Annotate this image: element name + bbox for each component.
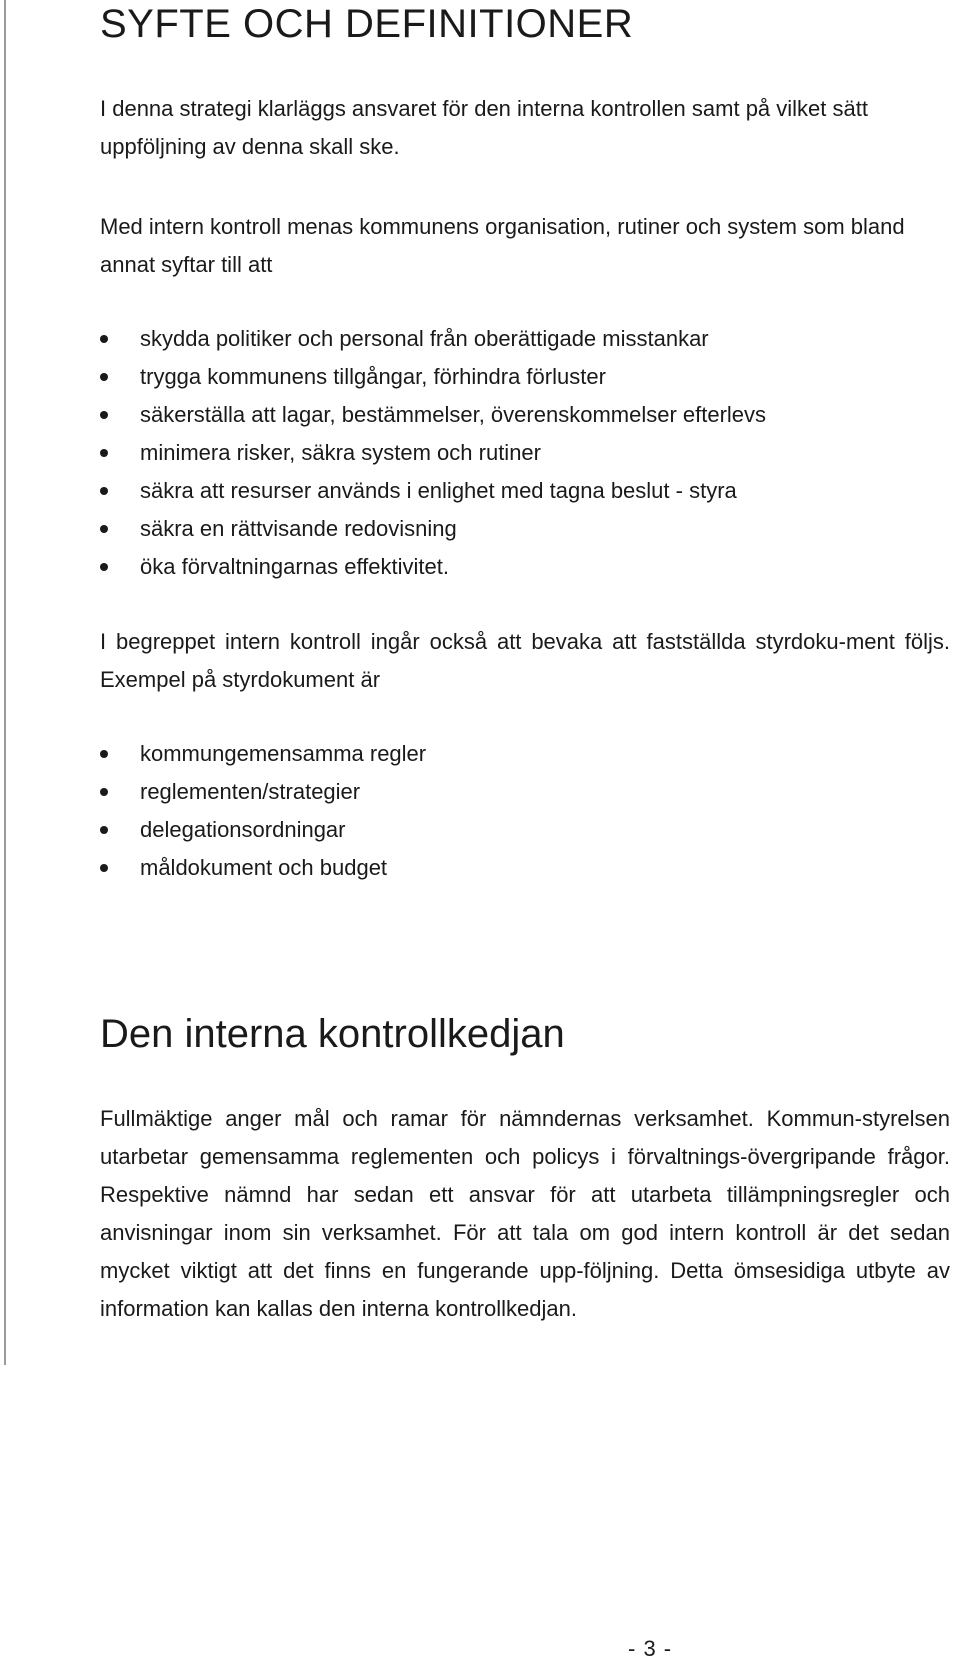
list-item-text: delegationsordningar bbox=[140, 817, 346, 842]
list-item-text: säkra en rättvisande redovisning bbox=[140, 516, 457, 541]
list-item bbox=[100, 811, 426, 849]
paragraph-definition: Med intern kontroll menas kommunens organisation, rutiner och system som bland annat syftar till att bbox=[100, 214, 905, 277]
list-item bbox=[100, 472, 766, 510]
list-item-text: reglementen/strategier bbox=[140, 779, 361, 804]
list-item-text: trygga kommunens tillgångar, förhindra förluster bbox=[140, 364, 606, 389]
list-item bbox=[100, 396, 766, 434]
bullet-icon bbox=[100, 525, 108, 533]
section-heading-syfte: SYFTE OCH DEFINITIONER bbox=[100, 2, 634, 46]
list-item bbox=[100, 735, 426, 773]
paragraph-governing-documents: I begreppet intern kontroll ingår också att bevaka att fastställda styrdoku-ment följs. Exempel på styrdokument är bbox=[100, 629, 950, 692]
list-item bbox=[100, 548, 766, 586]
bullet-icon bbox=[100, 788, 108, 796]
bullet-list-documents bbox=[100, 735, 426, 887]
list-item-text: öka förvaltningarnas effektivitet. bbox=[140, 554, 449, 579]
bullet-icon bbox=[100, 750, 108, 758]
bullet-icon bbox=[100, 864, 108, 872]
bullet-icon bbox=[100, 487, 108, 495]
bullet-list-aims bbox=[100, 320, 766, 586]
bullet-icon bbox=[100, 826, 108, 834]
paragraph-purpose: I denna strategi klarläggs ansvaret för den interna kontrollen samt på vilket sätt uppföljning av denna skall ske. bbox=[100, 96, 868, 159]
list-item-text: kommungemensamma regler bbox=[140, 741, 427, 766]
bullet-icon bbox=[100, 563, 108, 571]
paragraph-control-chain: Fullmäktige anger mål och ramar för nämndernas verksamhet. Kommun-styrelsen utarbetar gemensamma reglementen och policys i förvaltnings-övergripande frågor. Respektive nämnd har sedan ett ansvar för att utarbeta tillämpningsregler och anvisningar inom sin verksamhet. För att tala om god intern kontroll är det sedan mycket viktigt att det finns en fungerande upp-följning. Detta ömsesidiga utbyte av information kan kallas den interna kontrollkedjan. bbox=[100, 1106, 950, 1321]
list-item-text: måldokument och budget bbox=[140, 855, 388, 880]
list-item-text: säkerställa att lagar, bestämmelser, överenskommelser efterlevs bbox=[140, 402, 767, 427]
list-item bbox=[100, 510, 766, 548]
list-item-text: skydda politiker och personal från oberättigade misstankar bbox=[140, 326, 709, 351]
section-heading-kontrollkedjan: Den interna kontrollkedjan bbox=[100, 1012, 565, 1056]
list-item bbox=[100, 320, 766, 358]
margin-rule bbox=[4, 0, 6, 1365]
list-item bbox=[100, 358, 766, 396]
list-item-text: minimera risker, säkra system och rutiner bbox=[140, 440, 541, 465]
bullet-icon bbox=[100, 335, 108, 343]
list-item bbox=[100, 434, 766, 472]
bullet-icon bbox=[100, 411, 108, 419]
list-item bbox=[100, 849, 426, 887]
list-item-text: säkra att resurser används i enlighet med tagna beslut - styra bbox=[140, 478, 737, 503]
page-number: - 3 - bbox=[628, 1636, 673, 1661]
bullet-icon bbox=[100, 373, 108, 381]
bullet-icon bbox=[100, 449, 108, 457]
list-item bbox=[100, 773, 426, 811]
